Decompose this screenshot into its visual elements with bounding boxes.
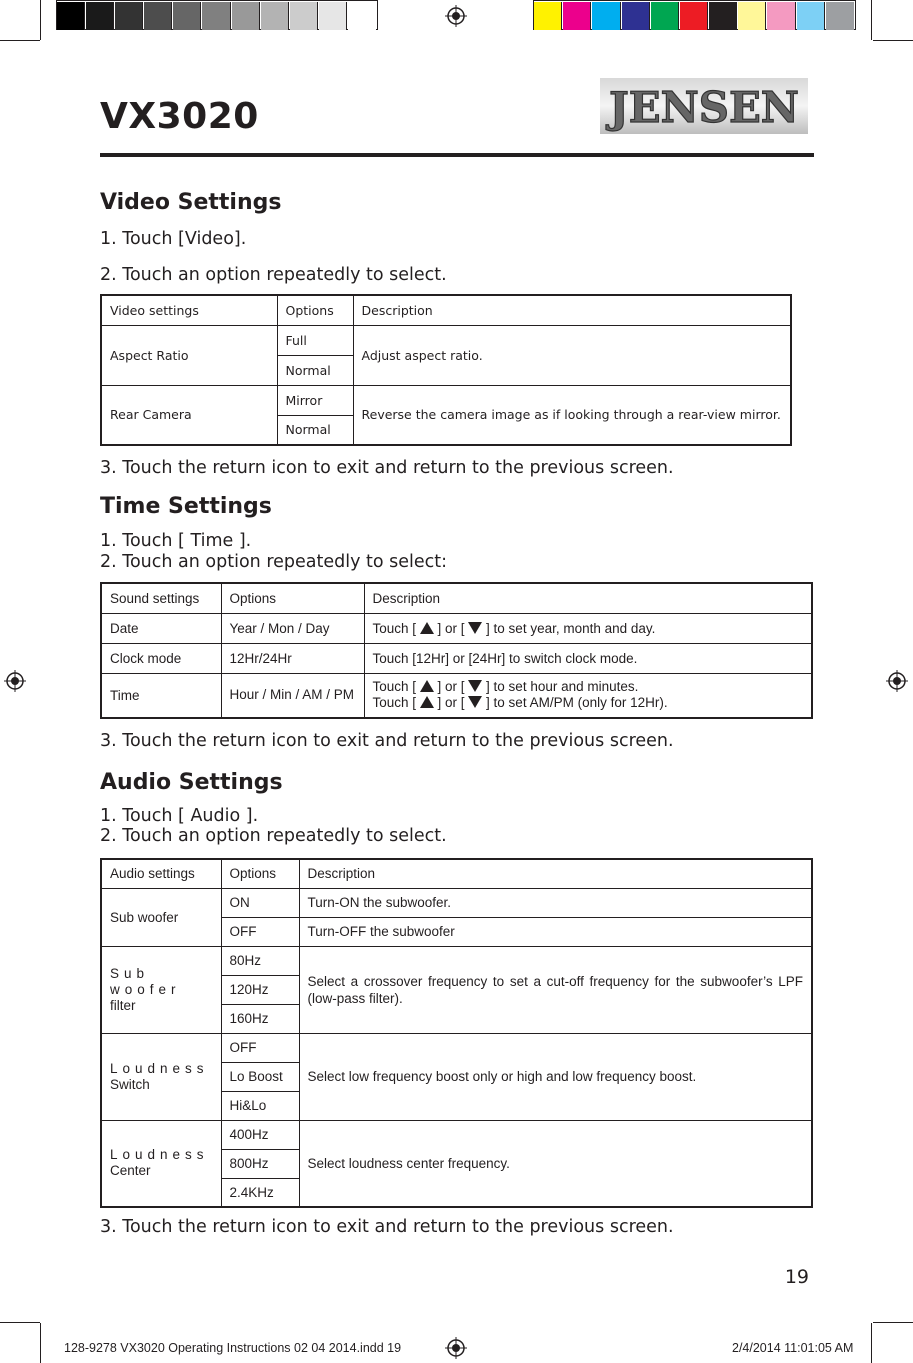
setting-line: Switch (110, 1076, 150, 1092)
color-swatch (86, 2, 114, 30)
description-cell: Touch [12Hr] or [24Hr] to switch clock mode. (364, 643, 812, 673)
table-row (101, 673, 812, 718)
setting-line: Sub woofer (110, 965, 181, 997)
desc-text: ] to set AM/PM (only for 12Hr). (482, 695, 668, 711)
option-cell: Normal (277, 415, 353, 445)
option-cell: 120Hz (221, 975, 299, 1004)
color-swatch (173, 2, 201, 30)
jensen-logo (600, 78, 808, 134)
registration-target-icon (4, 670, 26, 692)
color-swatch (592, 2, 620, 30)
option-cell: 400Hz (221, 1120, 299, 1149)
crop-mark (0, 40, 40, 41)
color-swatch (534, 2, 562, 30)
table-header-row (101, 295, 791, 325)
option-cell: Hour / Min / AM / PM (221, 673, 364, 718)
audio-step-2: 2. Touch an option repeatedly to select. (100, 826, 447, 846)
setting-cell: Time (101, 673, 221, 718)
registration-target-icon (445, 5, 467, 27)
time-step-2: 2. Touch an option repeatedly to select: (100, 552, 448, 572)
crop-mark (871, 0, 872, 40)
desc-text: ] or [ (433, 679, 469, 695)
table-header-cell: Options (221, 859, 299, 888)
description-cell: Select low frequency boost only or high and low frequency boost. (299, 1033, 812, 1120)
audio-settings-heading: Audio Settings (100, 770, 283, 795)
crop-mark (873, 1322, 913, 1323)
desc-text: ] to set hour and minutes. (482, 679, 639, 695)
table-header-cell: Sound settings (101, 583, 221, 613)
color-swatch (290, 2, 318, 30)
desc-text: Touch [ (372, 679, 420, 695)
desc-line (373, 695, 804, 711)
description-cell: Select loudness center frequency. (299, 1120, 812, 1207)
table-row (101, 1033, 812, 1062)
down-arrow-icon (468, 622, 482, 634)
color-swatch (826, 2, 854, 30)
description-cell (364, 613, 812, 643)
color-swatch (202, 2, 230, 30)
table-header-cell: Options (277, 295, 353, 325)
table-header-cell: Description (364, 583, 812, 613)
color-swatch (348, 2, 376, 30)
table-row (101, 325, 791, 355)
color-swatch (57, 2, 85, 30)
color-swatch (680, 2, 708, 30)
setting-cell: Aspect Ratio (101, 325, 277, 385)
color-swatch (563, 2, 591, 30)
desc-line (373, 679, 804, 695)
option-cell: Hi&Lo (221, 1091, 299, 1120)
registration-target-icon (445, 1337, 467, 1359)
color-swatch (622, 2, 650, 30)
brand-wordmark: JENSEN (605, 83, 799, 132)
header-rule (100, 153, 814, 157)
color-swatch (709, 2, 737, 30)
time-settings-heading: Time Settings (100, 494, 272, 519)
registration-target-icon (886, 670, 908, 692)
option-cell: Lo Boost (221, 1062, 299, 1091)
desc-text: ] to set year, month and day. (482, 620, 656, 636)
setting-line: Center (110, 1163, 151, 1179)
table-row (101, 385, 791, 415)
video-settings-table (100, 294, 792, 446)
crop-mark (873, 40, 913, 41)
crop-mark (40, 0, 41, 40)
option-cell: Full (277, 325, 353, 355)
description-cell: Reverse the camera image as if looking through a rear-view mirror. (353, 385, 791, 445)
color-swatch (261, 2, 289, 30)
color-swatch (115, 2, 143, 30)
table-header-cell: Description (353, 295, 791, 325)
option-cell: ON (221, 888, 299, 917)
crop-mark (0, 1322, 40, 1323)
option-cell: OFF (221, 917, 299, 946)
setting-cell: Rear Camera (101, 385, 277, 445)
page-title: VX3020 (100, 96, 259, 137)
time-step-1: 1. Touch [ Time ]. (100, 531, 252, 551)
table-header-row (101, 583, 812, 613)
table-row (101, 643, 812, 673)
option-cell: Normal (277, 355, 353, 385)
option-cell: OFF (221, 1033, 299, 1062)
audio-step-3: 3. Touch the return icon to exit and return to the previous screen. (100, 1217, 674, 1237)
description-cell: Select a crossover frequency to set a cut-off frequency for the subwoofer’s LPF (low-pass filter). (299, 946, 812, 1033)
table-row (101, 946, 812, 975)
color-swatch (767, 2, 795, 30)
desc-text: Touch [ (372, 695, 420, 711)
up-arrow-icon (420, 696, 434, 708)
slug-file-info: 128-9278 VX3020 Operating Instructions 02 04 2014.indd 19 (64, 1341, 402, 1355)
audio-step-1: 1. Touch [ Audio ]. (100, 806, 259, 826)
desc-text: Touch [ (372, 620, 420, 636)
setting-line: Loudness (110, 1060, 209, 1076)
option-cell: 160Hz (221, 1004, 299, 1033)
setting-line: filter (110, 997, 136, 1013)
description-cell: Turn-ON the subwoofer. (299, 888, 812, 917)
table-header-cell: Description (299, 859, 812, 888)
setting-cell (101, 946, 221, 1033)
description-cell: Turn-OFF the subwoofer (299, 917, 812, 946)
color-swatch (738, 2, 766, 30)
color-swatch (144, 2, 172, 30)
setting-cell (101, 1033, 221, 1120)
desc-text: ] or [ (433, 620, 469, 636)
setting-cell: Sub woofer (101, 888, 221, 946)
table-header-row (101, 859, 812, 888)
gray-color-bar (56, 0, 378, 30)
description-cell (364, 673, 812, 718)
time-step-3: 3. Touch the return icon to exit and return to the previous screen. (100, 731, 674, 751)
video-step-1: 1. Touch [Video]. (100, 229, 247, 249)
color-swatch (651, 2, 679, 30)
table-header-cell: Video settings (101, 295, 277, 325)
option-cell: Year / Mon / Day (221, 613, 364, 643)
option-cell: 800Hz (221, 1149, 299, 1178)
video-step-3: 3. Touch the return icon to exit and return to the previous screen. (100, 458, 674, 478)
up-arrow-icon (420, 680, 434, 692)
option-cell: Mirror (277, 385, 353, 415)
down-arrow-icon (468, 680, 482, 692)
setting-cell (101, 1120, 221, 1207)
page-number: 19 (784, 1266, 809, 1288)
process-color-bar (533, 0, 856, 30)
time-settings-table (100, 582, 813, 719)
video-step-2: 2. Touch an option repeatedly to select. (100, 265, 447, 285)
table-row (101, 1120, 812, 1149)
crop-mark (871, 1323, 872, 1363)
audio-settings-table (100, 858, 813, 1208)
desc-text: ] or [ (433, 695, 469, 711)
option-cell: 80Hz (221, 946, 299, 975)
slug-timestamp: 2/4/2014 11:01:05 AM (732, 1341, 854, 1355)
up-arrow-icon (420, 622, 434, 634)
table-header-cell: Options (221, 583, 364, 613)
color-swatch (797, 2, 825, 30)
table-row (101, 613, 812, 643)
setting-line: Loudness (110, 1147, 209, 1163)
option-cell: 2.4KHz (221, 1178, 299, 1207)
description-cell: Adjust aspect ratio. (353, 325, 791, 385)
color-swatch (232, 2, 260, 30)
down-arrow-icon (468, 696, 482, 708)
crop-mark (40, 1323, 41, 1363)
setting-cell: Clock mode (101, 643, 221, 673)
setting-cell: Date (101, 613, 221, 643)
color-swatch (319, 2, 347, 30)
video-settings-heading: Video Settings (100, 190, 282, 215)
table-row (101, 888, 812, 917)
option-cell: 12Hr/24Hr (221, 643, 364, 673)
table-header-cell: Audio settings (101, 859, 221, 888)
